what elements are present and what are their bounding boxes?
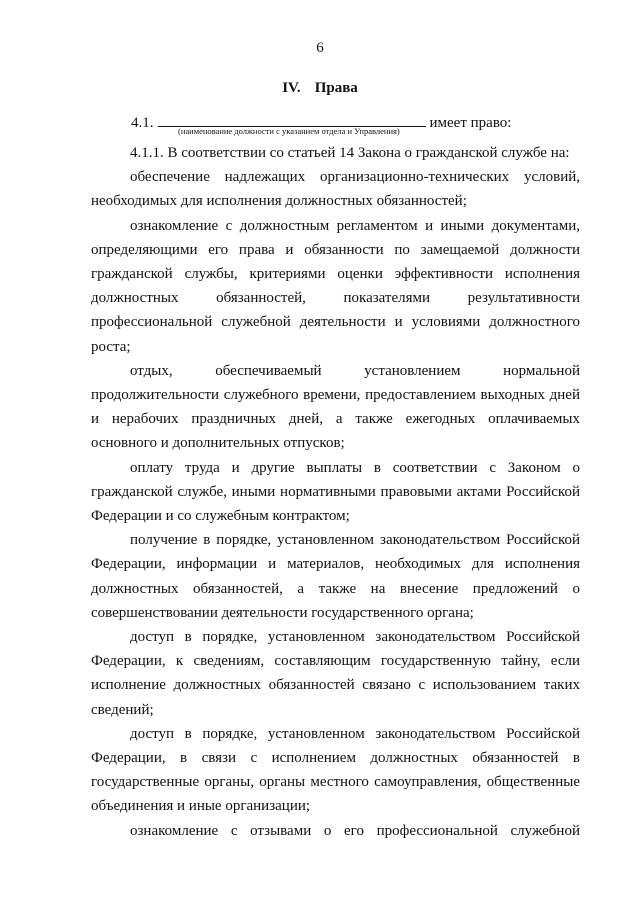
paragraph: ознакомление с должностным регламентом и иными документами, определяющими его права и обязанности по замещаемой должности гражданской службы, критериями оценки эффективности исполнения должностных обязанностей, показателями результативности профессиональной служебной деятельности и условиями должностного роста; (91, 217, 580, 355)
page-number: 6 (316, 40, 324, 56)
paragraph: получение в порядке, установленном законодательством Российской Федерации, информации и материалов, необходимых для исполнения должностных обязанностей, а также на внесение предложений о совершенствовании деятельности государственного органа; (91, 532, 580, 621)
paragraph: ознакомление с отзывами о его профессиональной служебной (130, 822, 580, 839)
rights-list (91, 141, 580, 843)
section-number: IV. (282, 80, 301, 96)
blank-hint: (наименование должности с указанием отдела и Управления) (178, 126, 400, 136)
clause-suffix: имеет право: (429, 115, 512, 131)
section-heading (0, 80, 640, 97)
paragraph: доступ в порядке, установленном законодательством Российской Федерации, к сведениям, составляющим государственную тайну, если исполнение должностных обязанностей связано с использованием таких сведений; (91, 629, 580, 718)
paragraph: доступ в порядке, установленном законодательством Российской Федерации, в связи с исполнением должностных обязанностей в государственные органы, органы местного самоуправления, общественные объединения и иные организации; (91, 725, 580, 815)
section-title: Права (314, 80, 358, 96)
paragraph: обеспечение надлежащих организационно-технических условий, необходимых для исполнения должностных обязанностей; (91, 169, 580, 210)
position-blank-line (158, 112, 426, 127)
paragraph: 4.1.1. В соответствии со статьей 14 Закона о гражданской службе на: (130, 145, 570, 161)
paragraph: отдых, обеспечиваемый установлением нормальной продолжительности служебного времени, предоставлением выходных дней и нерабочих праздничных дней, а также ежегодных оплачиваемых основного и дополнительных отпусков; (91, 362, 580, 452)
clause-label: 4.1. (131, 115, 154, 131)
paragraph: оплату труда и другие выплаты в соответствии с Законом о гражданской службе, иными нормативными правовыми актами Российской Федерации и со служебным контрактом; (91, 459, 580, 525)
